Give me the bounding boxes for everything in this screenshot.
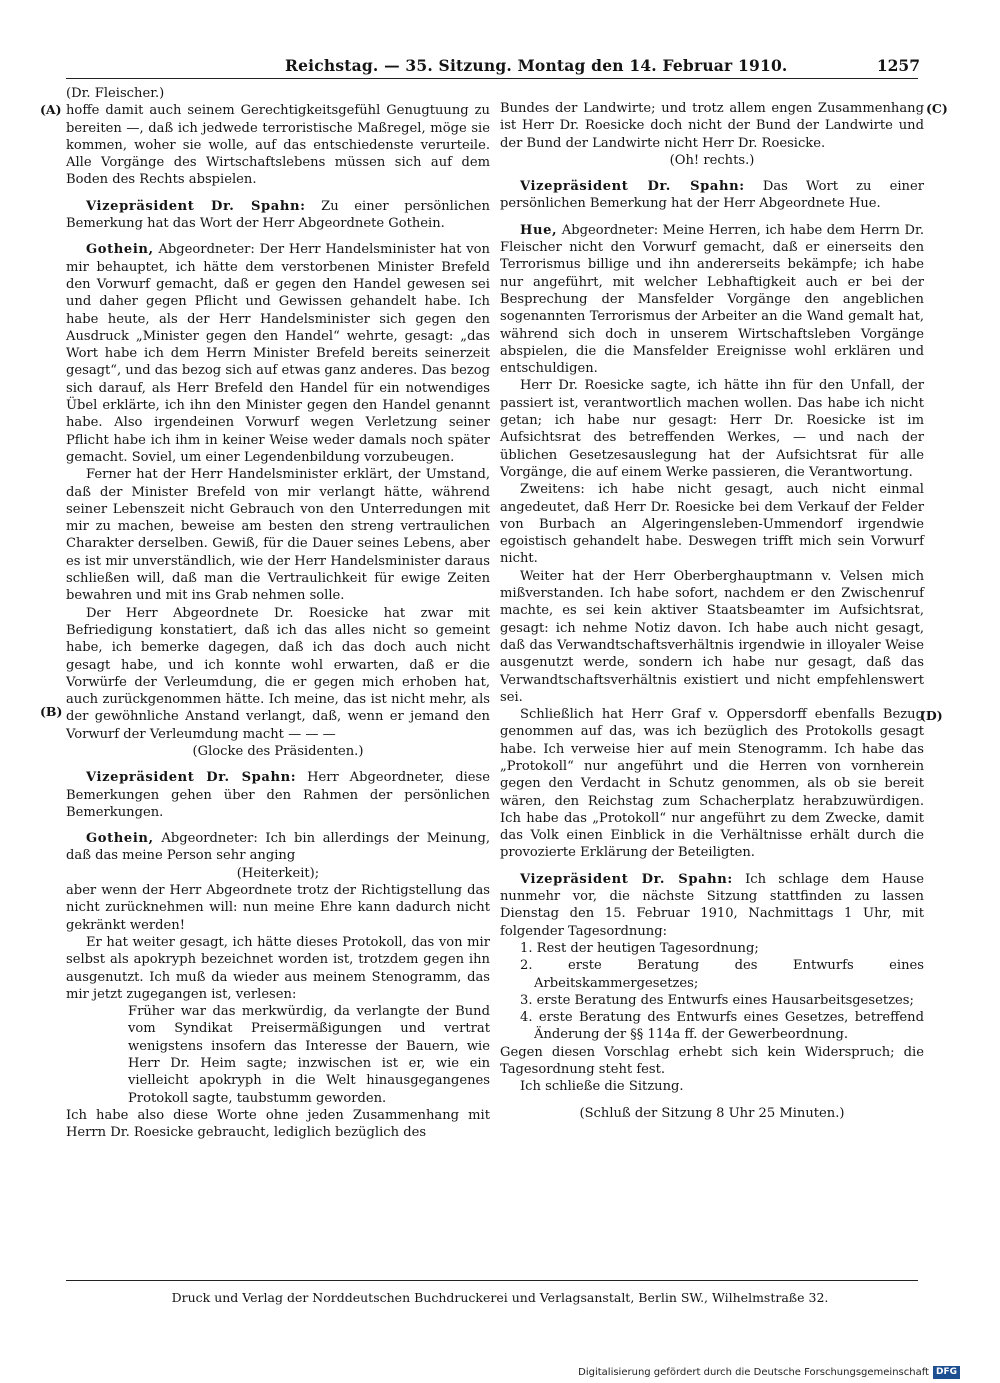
speech-paragraph: Vizepräsident Dr. Spahn: Zu einer persönlichen Bemerkung hat das Wort der Herr Abgeordnete Gothein. <box>66 198 490 232</box>
paragraph: Weiter hat der Herr Oberberghauptmann v. Velsen mich mißverstanden. Ich habe sofort, nachdem er den Zwischenruf machte, es sei kein aktiver Staatsbeamter im Aufsichtsrat, gesagt: ich nehme Notiz davon. Ich habe auch nicht gesagt, daß das Verwandtschaftsverhältnis irgendwie in illoyaler Weise ausgenutzt werde, sondern ich habe nur gesagt, daß das Verwandtschaftsverhältnis existiert und nicht empfehlenswert sei. <box>500 568 924 705</box>
quoted-passage: Früher war das merkwürdig, da verlangte der Bund vom Syndikat Preisermäßigungen und vertrat wenigstens insofern das Interesse der Bauern, wie Herr Dr. Heim sagte; inzwischen ist er, wie ein vielleicht apokryph in die Welt hinausgegangenes Protokoll sagte, taubstumm geworden. <box>128 1004 490 1106</box>
speaker-continuation: (Dr. Fleischer.) <box>66 86 165 101</box>
agenda-item: 2. erste Beratung des Entwurfs eines Arbeitskammergesetzes; <box>520 958 924 991</box>
paragraph: Ferner hat der Herr Handelsminister erklärt, der Umstand, daß der Minister Brefeld von mir verlangt hätte, während seiner Lebenszeit nicht Gebrauch von den Unterredungen mit mir zu machen, beweise am besten den streng vertraulichen Charakter derselben. Gewiß, für die Dauer seines Lebens, aber es ist mir unverständlich, wie der Herr Handelsminister daraus schließen will, daß man die Vertraulichkeit für ewige Zeiten bewahren und mit ins Grab nehmen solle. <box>66 467 490 604</box>
dfg-logo: DFG <box>933 1366 960 1379</box>
paragraph: Ich habe also diese Worte ohne jeden Zusammenhang mit Herrn Dr. Roesicke gebraucht, lediglich bezüglich des <box>66 1107 490 1141</box>
agenda-item: 4. erste Beratung des Entwurfs eines Gesetzes, betreffend Änderung der §§ 114a ff. der Gewerbeordnung. <box>520 1010 924 1043</box>
session-close-note: (Schluß der Sitzung 8 Uhr 25 Minuten.) <box>579 1105 845 1121</box>
speaker-name: Vizepräsident Dr. Spahn: <box>520 179 745 195</box>
running-header <box>60 56 920 78</box>
paragraph: aber wenn der Herr Abgeordnete trotz der Richtigstellung das nicht zurücknehmen will: nun meine Ehre kann dadurch nicht gekränkt werden! <box>66 883 490 933</box>
interjection: (Heiterkeit); <box>236 865 320 881</box>
paragraph: hoffe damit auch seinem Gerechtigkeitsgefühl Genugtuung zu bereiten —, daß ich jedwede terroristische Maßregel, möge sie kommen, woher sie wolle, auf das entschiedenste verurteile. Alle Vorgänge des Wirtschaftslebens müssen sich auf dem Boden des Rechts abspielen. <box>66 103 490 188</box>
interjection: (Oh! rechts.) <box>669 152 755 168</box>
speaker-name: Vizepräsident Dr. Spahn: <box>86 770 297 786</box>
agenda-item: 1. Rest der heutigen Tagesordnung; <box>520 940 759 956</box>
margin-label-b: (B) <box>40 704 63 719</box>
paragraph: Schließlich hat Herr Graf v. Oppersdorff ebenfalls Bezug genommen auf das, was ich bezüglich des Protokolls gesagt habe. Ich verweise hier auf mein Stenogramm. Ich habe das „Protokoll“ nur angeführt und die Herren von vornherein gegen den Verdacht in Schutz genommen, als ob sie bereit wären, den Reichstag zum Schacherplatz herabzuwürdigen. Ich habe das „Protokoll“ nur angeführt zu dem Zwecke, damit das Volk einen Einblick in die Verhältnisse erhält durch die provozierte Erklärung der Beteiligten. <box>500 707 924 861</box>
header-title: Reichstag. — 35. Sitzung. Montag den 14. Februar 1910. <box>285 56 788 75</box>
speaker-name: Hue, <box>520 222 558 238</box>
margin-label-c: (C) <box>926 101 948 116</box>
speech-paragraph: Vizepräsident Dr. Spahn: Ich schlage dem Hause nunmehr vor, die nächste Sitzung stattfinden zu lassen Dienstag den 15. Februar 1910, Nachmittags 1 Uhr, mit folgender Tagesordnung: <box>500 871 924 939</box>
speaker-name: Vizepräsident Dr. Spahn: <box>86 198 306 214</box>
digitization-credit <box>578 1366 960 1379</box>
speech-paragraph: Vizepräsident Dr. Spahn: Das Wort zu einer persönlichen Bemerkung hat der Herr Abgeordnete Hue. <box>500 179 924 212</box>
speech-paragraph: Gothein, Abgeordneter: Der Herr Handelsminister hat von mir behauptet, ich hätte dem verstorbenen Minister Brefeld den Vorwurf gemacht, daß er gegen den Handel gewesen sei und daher gegen Pflicht und Gewissen gehandelt habe. Ich habe heute, als der Herr Handelsminister sich gegen den Ausdruck „Minister gegen den Handel“ wehrte, gesagt: „das Wort habe ich dem Herrn Minister Brefeld bereits seinerzeit gesagt“, und das bezog sich auf etwas ganz anderes. Das bezog sich darauf, als Herr Brefeld den Handel für ein notwendiges Übel erklärte, ich ihn den Minister gegen den Handel genannt habe. Also irgendeinen Vorwurf wegen Verletzung seiner Pflicht habe ich ihm in keiner Weise weder damals noch später gemacht. Soviel, um einer Legendenbildung vorzubeugen. <box>66 242 490 465</box>
margin-label-d: (D) <box>920 708 943 723</box>
paragraph: Er hat weiter gesagt, ich hätte dieses Protokoll, das von mir selbst als apokryph bezeichnet worden ist, trotzdem gegen ihn ausgenutzt. Ich muß da wieder aus meinem Stenogramm, das mir jetzt zugegangen ist, verlesen: <box>66 934 490 1002</box>
speech-paragraph: Vizepräsident Dr. Spahn: Herr Abgeordneter, diese Bemerkungen gehen über den Rahmen der persönlichen Bemerkungen. <box>66 770 491 820</box>
speaker-name: Vizepräsident Dr. Spahn: <box>520 871 733 887</box>
imprint: Druck und Verlag der Norddeutschen Buchdruckerei und Verlagsanstalt, Berlin SW., Wilhelmstraße 32. <box>171 1290 829 1305</box>
footer-rule <box>66 1280 918 1281</box>
page-number: 1257 <box>876 56 920 75</box>
paragraph: Ich schließe die Sitzung. <box>520 1079 684 1095</box>
speech-paragraph: Hue, Abgeordneter: Meine Herren, ich habe dem Herrn Dr. Fleischer nicht den Vorwurf gemacht, daß er einerseits den Terrorismus billige und ihn andererseits bekämpfe; ich habe nur angeführt, mit welcher Lebhaftigkeit auch er bei der Besprechung der Mansfelder Vorgänge den angeblichen sogenannten Terrorismus der Arbeiter an die Wand gemalt hat, während sich doch in unserem Wirtschaftsleben Vorgänge abspielen, die die Mansfelder Ereignisse wohl erklären und entschuldigen. <box>500 222 924 377</box>
credit-text: Digitalisierung gefördert durch die Deutsche Forschungsgemeinschaft <box>578 1367 929 1378</box>
speaker-name: Gothein, <box>86 831 154 847</box>
agenda-item: 3. erste Beratung des Entwurfs eines Hausarbeitsgesetzes; <box>520 992 914 1008</box>
margin-label-a: (A) <box>40 102 62 117</box>
paragraph: Der Herr Abgeordnete Dr. Roesicke hat zwar mit Befriedigung konstatiert, daß ich das alles nicht so gemeint habe, ich bemerke dagegen, daß ich das doch auch nicht gesagt habe, und ich konnte wohl erwarten, daß er die Vorwürfe der Verleumdung, die er gegen mich erhoben hat, auch zurückgenommen hätte. Ich meine, das ist nicht mehr, als der gewöhnliche Anstand verlangt, daß, wenn er jemand den Vorwurf der Verleumdung macht — — — <box>66 605 490 742</box>
paragraph: Zweitens: ich habe nicht gesagt, auch nicht einmal angedeutet, daß Herr Dr. Roesicke bei dem Verkauf der Felder von Burbach an Algeringensleben-Ummendorf irgendwie egoistisch gehandelt habe. Deswegen trifft mich sein Vorwurf nicht. <box>500 482 924 567</box>
speech-paragraph: Gothein, Abgeordneter: Ich bin allerdings der Meinung, daß das meine Person sehr anging <box>66 831 490 864</box>
right-column <box>500 100 924 1122</box>
left-column <box>66 85 490 1142</box>
paragraph: Gegen diesen Vorschlag erhebt sich kein Widerspruch; die Tagesordnung steht fest. <box>500 1044 924 1078</box>
paragraph: Bundes der Landwirte; und trotz allem engen Zusammenhang ist Herr Dr. Roesicke doch nicht der Bund der Landwirte und der Bund der Landwirte nicht Herr Dr. Roesicke. <box>500 101 924 151</box>
interjection: (Glocke des Präsidenten.) <box>192 743 364 759</box>
speaker-name: Gothein, <box>86 242 154 258</box>
paragraph: Herr Dr. Roesicke sagte, ich hätte ihn für den Unfall, der passiert ist, verantwortlich machen wollen. Das habe ich nicht getan; ich habe nur gesagt: Herr Dr. Roesicke ist im Aufsichtsrat des betreffenden Werkes, — und nach der üblichen Gesetzesauslegung hat der Aufsichtsrat für alle Vorgänge, die auf einem Werke passieren, die Verantwortung. <box>500 378 924 480</box>
header-rule <box>66 78 918 79</box>
